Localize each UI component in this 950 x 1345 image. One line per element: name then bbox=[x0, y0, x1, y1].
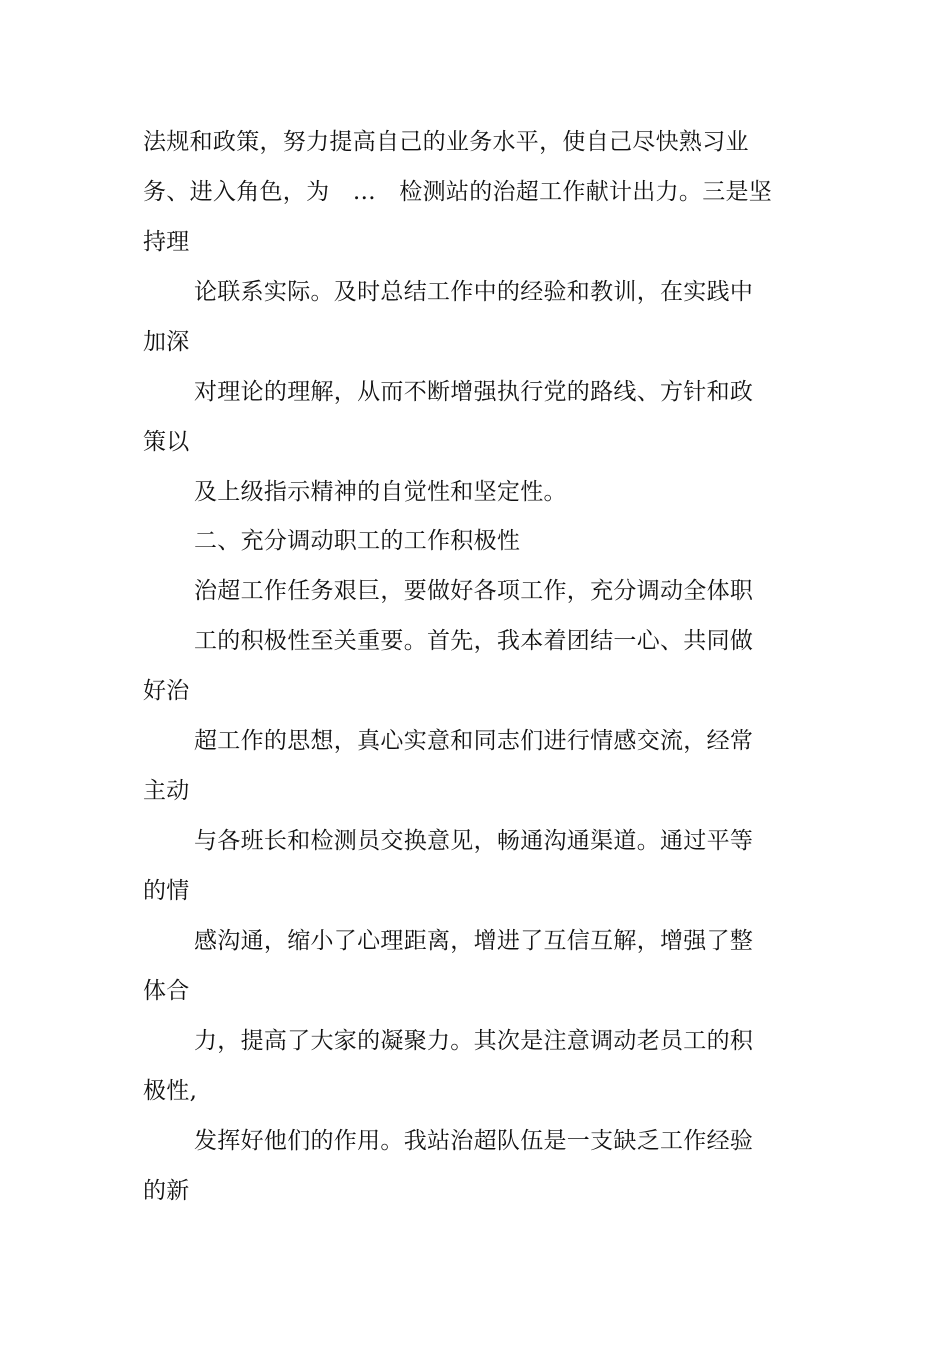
text-line: 的情 bbox=[143, 878, 190, 904]
text-line: 论联系实际。及时总结工作中的经验和教训，在实践中 bbox=[194, 279, 754, 305]
text-line: 持理 bbox=[143, 229, 190, 255]
text-line: 治超工作任务艰巨，要做好各项工作，充分调动全体职 bbox=[194, 578, 754, 604]
text-line: 对理论的理解，从而不断增强执行党的路线、方针和政 bbox=[194, 379, 754, 405]
text-line: 超工作的思想，真心实意和同志们进行情感交流，经常 bbox=[194, 728, 754, 754]
text-line: 工的积极性至关重要。首先，我本着团结一心、共同做 bbox=[194, 628, 754, 654]
text-line: 极性, bbox=[143, 1078, 198, 1104]
text-line: 感沟通，缩小了心理距离，增进了互信互解，增强了整 bbox=[194, 928, 754, 954]
text-line: 法规和政策，努力提高自己的业务水平，使自己尽快熟习业 bbox=[143, 129, 749, 155]
text-line: 加深 bbox=[143, 329, 190, 355]
text-line: 发挥好他们的作用。我站治超队伍是一支缺乏工作经验 bbox=[194, 1128, 754, 1154]
text-line: 体合 bbox=[143, 978, 190, 1004]
text-line: 主动 bbox=[143, 778, 190, 804]
text-line: 与各班长和检测员交换意见，畅通沟通渠道。通过平等 bbox=[194, 828, 754, 854]
section-heading: 二、充分调动职工的工作积极性 bbox=[194, 528, 521, 554]
text-line: 好治 bbox=[143, 678, 190, 704]
text-line: 策以 bbox=[143, 429, 190, 455]
text-line: 的新 bbox=[143, 1178, 190, 1204]
text-line: 务、进入角色，为 … 检测站的治超工作献计出力。三是坚 bbox=[143, 179, 773, 205]
text-line: 力，提高了大家的凝聚力。其次是注意调动老员工的积 bbox=[194, 1028, 754, 1054]
text-line: 及上级指示精神的自觉性和坚定性。 bbox=[194, 479, 567, 505]
